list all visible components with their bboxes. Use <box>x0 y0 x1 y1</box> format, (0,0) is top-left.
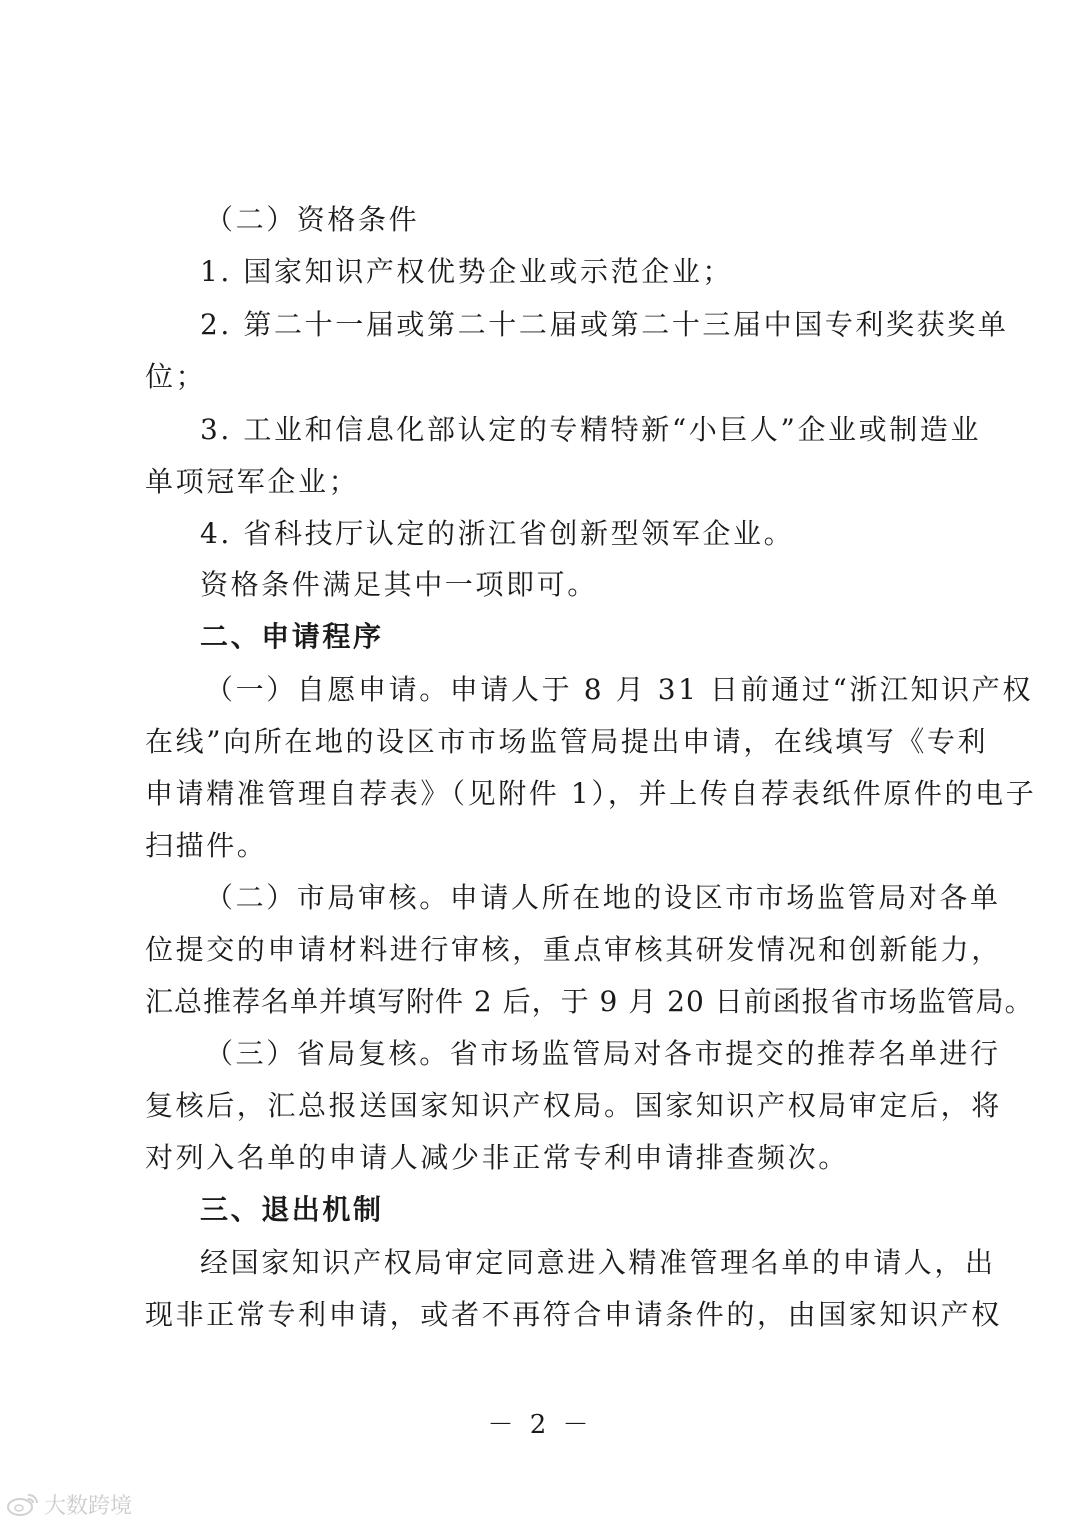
paragraph-line: 汇总推荐名单并填写附件 2 后，于 9 月 20 日前函报省市场监管局。 <box>145 985 1034 1018</box>
paragraph-line: 申请精准管理自荐表》（见附件 1），并上传自荐表纸件原件的电子 <box>145 777 1037 810</box>
paragraph-line: 经国家知识产权局审定同意进入精准管理名单的申请人，出 <box>200 1246 996 1279</box>
paragraph-line: 位提交的申请材料进行审核，重点审核其研发情况和创新能力， <box>145 933 1002 966</box>
paragraph-line: （三）省局复核。省市场监管局对各市提交的推荐名单进行 <box>205 1037 1001 1070</box>
paragraph-line: 位； <box>145 360 207 393</box>
watermark-text: 大数跨境 <box>44 1493 133 1519</box>
paragraph-line: 2. 第二十一届或第二十二届或第二十三届中国专利奖获奖单 <box>200 308 1009 341</box>
paragraph-line: 在线”向所在地的设区市市场监管局提出申请，在线填写《专利 <box>145 725 989 758</box>
paragraph-line: 复核后，汇总报送国家知识产权局。国家知识产权局审定后，将 <box>145 1089 1002 1122</box>
paragraph-line: 资格条件满足其中一项即可。 <box>200 568 598 601</box>
paragraph-line: 扫描件。 <box>145 829 268 862</box>
section-heading-qualifications: （二）资格条件 <box>205 203 420 236</box>
paragraph-line: 现非正常专利申请，或者不再符合申请条件的，由国家知识产权 <box>145 1298 1002 1331</box>
page-number: － 2 － <box>487 1410 593 1440</box>
section-heading-exit-mechanism: 三、退出机制 <box>200 1193 384 1226</box>
section-heading-application-procedure: 二、申请程序 <box>200 620 384 653</box>
paragraph-line: 对列入名单的申请人减少非正常专利申请排查频次。 <box>145 1141 849 1174</box>
weibo-logo-icon <box>6 1491 40 1517</box>
paragraph-line: （一）自愿申请。申请人于 8 月 31 日前通过“浙江知识产权 <box>205 673 1033 706</box>
watermark <box>6 1488 132 1520</box>
paragraph-line: 3. 工业和信息化部认定的专精特新“小巨人”企业或制造业 <box>200 413 982 446</box>
paragraph-line: 1. 国家知识产权优势企业或示范企业； <box>200 255 734 288</box>
paragraph-line: 单项冠军企业； <box>145 465 360 498</box>
paragraph-line: （二）市局审核。申请人所在地的设区市市场监管局对各单 <box>205 881 1001 914</box>
paragraph-line: 4. 省科技厅认定的浙江省创新型领军企业。 <box>200 517 795 550</box>
